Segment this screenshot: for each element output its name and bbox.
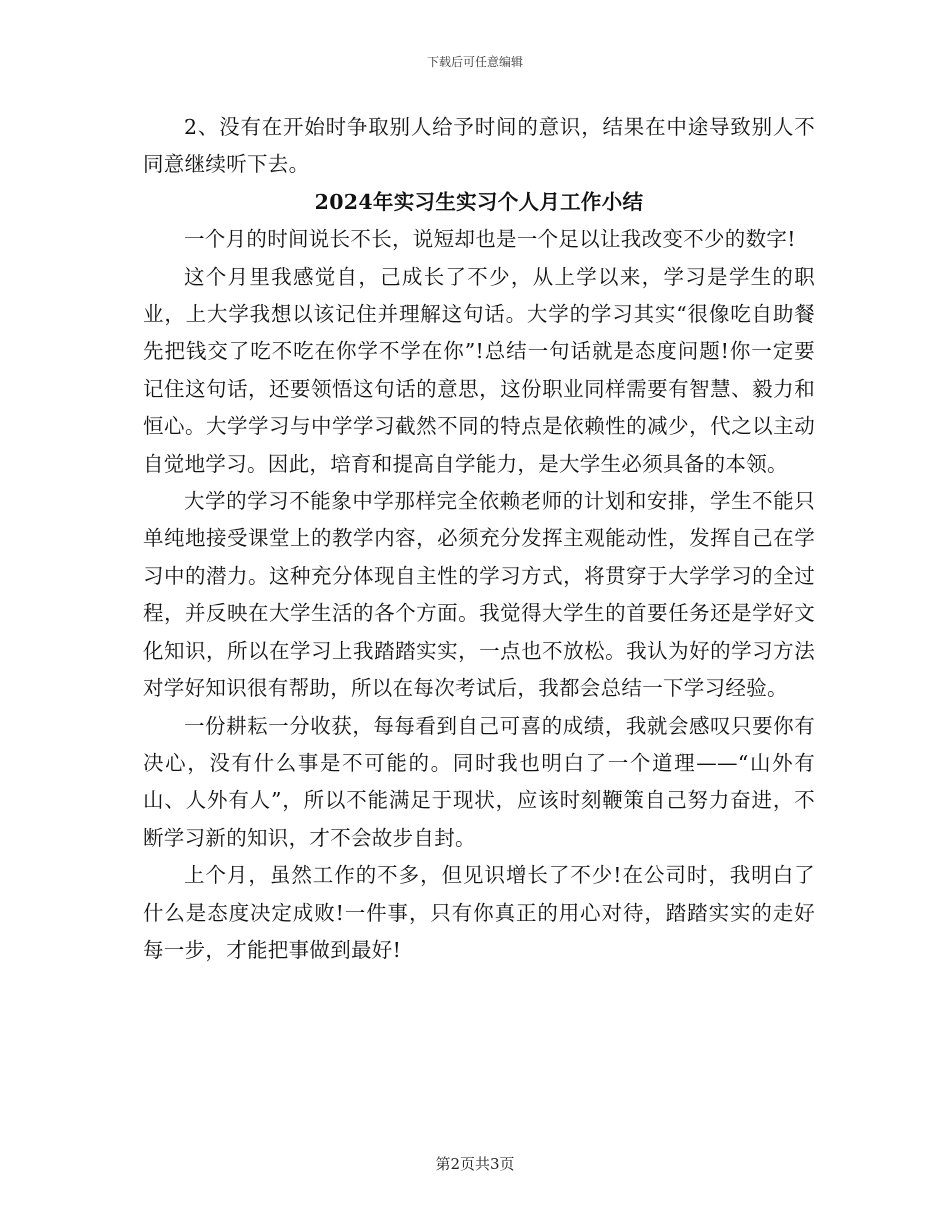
paragraph-2: 这个月里我感觉自，己成长了不少，从上学以来，学习是学生的职业，上大学我想以该记住并理解这句话。大学的学习其实“很像吃自助餐先把钱交了吃不吃在你学不学在你”!总结一句话就是态度问题!你一定要记住这句话，还要领悟这句话的意思，这份职业同样需要有智慧、毅力和恒心。大学学习与中学学习截然不同的特点是依赖性的减少，代之以主动自觉地学习。因此，培育和提高自学能力，是大学生必须具备的本领。 <box>143 264 815 476</box>
intro-paragraph: 2、没有在开始时争取别人给予时间的意识，结果在中途导致别人不同意继续听下去。 <box>143 115 815 177</box>
page-indicator: 第2页共3页 <box>435 1155 515 1173</box>
paragraph-4: 一份耕耘一分收获，每每看到自己可喜的成绩，我就会感叹只要你有决心，没有什么事是不可能的。同时我也明白了一个道理——“山外有山、人外有人”，所以不能满足于现状，应该时刻鞭策自己努力奋进，不断学习新的知识，才不会故步自封。 <box>143 713 815 850</box>
header-note: 下载后可任意编辑 <box>426 55 523 69</box>
paragraph-5: 上个月，虽然工作的不多，但见识增长了不少!在公司时，我明白了什么是态度决定成败!一件事，只有你真正的用心对待，踏踏实实的走好每一步，才能把事做到最好! <box>143 863 815 962</box>
document-title: 2024年实习生实习个人月工作小结 <box>314 189 644 214</box>
document-body <box>143 109 815 969</box>
paragraph-1: 一个月的时间说长不长，说短却也是一个足以让我改变不少的数字! <box>184 227 796 252</box>
paragraph-3: 大学的学习不能象中学那样完全依赖老师的计划和安排，学生不能只单纯地接受课堂上的教学内容，必须充分发挥主观能动性，发挥自己在学习中的潜力。这种充分体现自主性的学习方式，将贯穿于大学学习的全过程，并反映在大学生活的各个方面。我觉得大学生的首要任务还是学好文化知识，所以在学习上我踏踏实实，一点也不放松。我认为好的学习方法对学好知识很有帮助，所以在每次考试后，我都会总结一下学习经验。 <box>143 489 815 701</box>
